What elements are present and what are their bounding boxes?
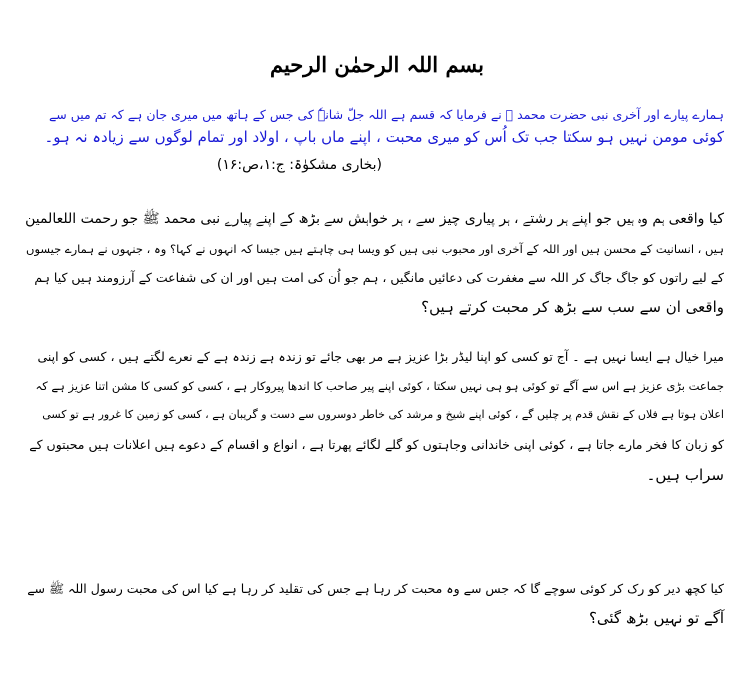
paragraph-line: واقعی ان سے سب سے بڑھ کر محبت کرتے ہیں؟ [421,298,724,316]
paragraph-line: اعلان ہوتا ہے فلاں کے نقش قدم پر چلیں گے ، کوئی اپنے شیخ و مرشد کی خاطر دوسروں سے دست و گریبان ہے ، کسی کو زمین کا غرور ہے تو کسی [42,408,724,421]
paragraph-line: ہیں ، انسانیت کے محسن ہیں اور اللہ کے آخری اور محبوب نبی ہیں کو ویسا ہی چاہتے ہیں جیسا کہ انہوں نے کہا؟ وہ ، جنہوں نے ہمارے جیسوں [26,242,724,256]
hadith-line: کوئی مومن نہیں ہو سکتا جب تک اُس کو میری محبت ، اپنے ماں باپ ، اولاد اور تمام لوگوں سے زیادہ نہ ہو۔ [44,128,724,146]
paragraph-line: آگے تو نہیں بڑھ گئی؟ [588,609,724,627]
paragraph-line: کے لیے راتوں کو جاگ جاگ کر اللہ سے مغفرت کی دعائیں مانگیں ، ہم جو اُن کی امت ہیں اور ان کی شفاعت کے آرزومند ہیں کیا ہم [34,270,724,285]
hadith-reference: (بخاری مشکوٰۃ: ج:۱،ص:۱۶) [216,157,382,173]
paragraph-line: سراب ہیں۔ [646,466,724,484]
paragraph-line: جماعت بڑی عزیز ہے اس سے آگے تو کوئی ہو ہی نہیں سکتا ، کوئی اپنے پیر صاحب کا اندھا پیروکار ہے ، کسی کو کسی کا مشن اتنا عزیز ہے کہ [35,379,724,393]
paragraph-line: کیا واقعی ہم وہ ہیں جو اپنے ہر رشتے ، ہر پیاری چیز سے ، ہر خواہش سے بڑھ کے اپنے پیارے نبی محمد ﷺ جو رحمت اللعالمین [25,211,724,227]
paragraph-line: میرا خیال ہے ایسا نہیں ہے ۔ آج تو کسی کو اپنا لیڈر بڑا عزیز ہے مر بھی جائے تو زندہ ہے زندہ ہے کے نعرے لگتے ہیں ، کسی کو اپنی [37,349,724,364]
bismillah-heading: بسم اللہ الرحمٰن الرحیم [269,52,485,77]
hadith-line: ہمارے پیارے اور آخری نبی حضرت محمد ﷺ نے فرمایا کہ قسم ہے اللہ جلّ شانہٗ کی جس کے ہاتھ میں میری جان ہے کہ تم میں سے [48,107,724,122]
paragraph-line: کو زبان کا فخر مارے جاتا ہے ، کوئی اپنی خاندانی وجاہتوں کو گلے لگائے پھرتا ہے ، انواع و اقسام کے دعوے ہیں اعلانات ہیں محبتوں کے [29,437,724,452]
paragraph-line: کیا کچھ دیر کو رک کر کوئی سوچے گا کہ جس سے وہ محبت کر رہا ہے جس کی تقلید کر رہا ہے کیا اس کی محبت رسول اللہ ﷺ سے [27,581,724,596]
